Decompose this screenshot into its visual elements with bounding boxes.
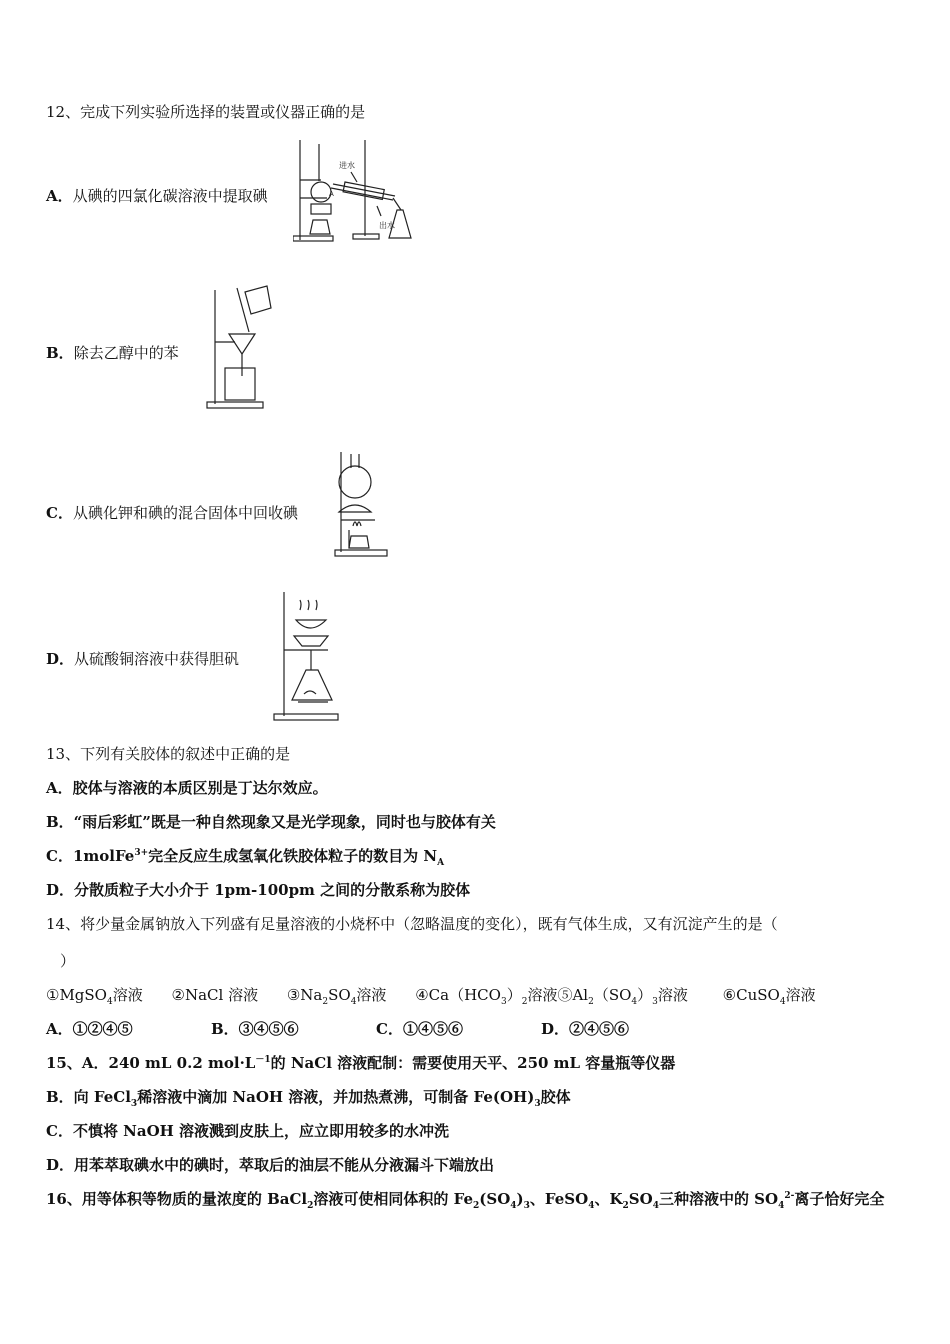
substance-1: ①MgSO$_4$溶液 <box>46 986 143 1007</box>
q15-option-d[interactable]: D．用苯萃取碘水中的碘时，萃取后的油层不能从分液漏斗下端放出 <box>46 1156 495 1174</box>
q16-stem: 16、用等体积等物质的量浓度的 BaCl$_2$溶液可使相同体积的 $Fe_2(SO_4)_3$、FeSO$_4$、$K_2SO_4$三种溶液中的 $SO_4^{2-}$离子恰好完全 <box>46 1190 885 1211</box>
q14-choice-a[interactable]: A．①②④⑤ <box>46 1020 133 1038</box>
q14-choice-d[interactable]: D．②④⑤⑥ <box>541 1020 630 1038</box>
q15-b-sub2: 3 <box>534 1099 541 1109</box>
q15-option-b[interactable] <box>46 1087 571 1107</box>
q15-a-sup: －1 <box>255 1055 271 1065</box>
water-in-label: 进水 <box>339 161 355 170</box>
q13-c-sup: 3+ <box>134 848 149 858</box>
q15-b-text: B．向 FeCl <box>46 1088 131 1106</box>
q13-stem: 13、下列有关胶体的叙述中正确的是 <box>46 745 291 763</box>
q14-stem-end: ） <box>60 952 76 970</box>
option-label: A． <box>46 187 73 205</box>
q12-option-d[interactable] <box>46 649 239 669</box>
option-label: D． <box>46 650 75 668</box>
filtration-apparatus-image <box>205 272 275 412</box>
option-text: 除去乙醇中的苯 <box>73 344 179 362</box>
q15-b-end: 胶体 <box>540 1088 571 1106</box>
q12-stem: 12、完成下列实验所选择的装置或仪器正确的是 <box>46 103 366 121</box>
substance-4-5: $④Ca(HCO_3)_2$溶液$⑤Al_2(SO_4)_3$溶液 <box>415 986 688 1007</box>
option-text: 从碘化钾和碘的混合固体中回收碘 <box>72 504 298 522</box>
q14-substances <box>46 985 816 1005</box>
point-a-label: A <box>329 190 334 198</box>
q15-a-end: 的 NaCl 溶液配制：需要使用天平、250 mL 容量瓶等仪器 <box>270 1054 676 1072</box>
option-label: C． <box>46 504 73 522</box>
option-text: 从硫酸铜溶液中获得胆矾 <box>74 650 240 668</box>
substance-6: ⑥CuSO$_4$溶液 <box>722 986 816 1007</box>
q13-c-text: C．1molFe <box>46 847 135 865</box>
q15-option-c[interactable]: C．不慎将 NaOH 溶液溅到皮肤上，应立即用较多的水冲洗 <box>46 1122 450 1140</box>
distillation-apparatus-image <box>293 136 418 246</box>
q12-option-a[interactable] <box>46 186 268 206</box>
sublimation-apparatus-image <box>333 450 388 558</box>
q13-c-sub: A <box>437 858 445 868</box>
option-label: B． <box>46 344 74 362</box>
option-text: 从碘的四氯化碳溶液中提取碘 <box>72 187 268 205</box>
q15-a-text: 15、A．240 mL 0.2 mol·L <box>46 1054 256 1072</box>
evaporation-apparatus-image <box>270 590 340 722</box>
q13-option-a[interactable]: A．胶体与溶液的本质区别是丁达尔效应。 <box>46 779 328 797</box>
q14-choices <box>46 1019 629 1039</box>
q13-c-mid: 完全反应生成氢氧化铁胶体粒子的数目为 N <box>148 847 438 865</box>
q12-option-c[interactable] <box>46 503 298 523</box>
q13-option-c[interactable] <box>46 846 444 866</box>
q15-b-sub: 3 <box>130 1099 138 1109</box>
q13-option-b[interactable]: B．“雨后彩虹”既是一种自然现象又是光学现象，同时也与胶体有关 <box>46 813 496 831</box>
q15-b-mid: 稀溶液中滴加 NaOH 溶液，并加热煮沸，可制备 Fe(OH) <box>137 1088 535 1106</box>
substance-3: $③Na_2SO_4$溶液 <box>286 986 387 1007</box>
q12-option-b[interactable] <box>46 343 179 363</box>
water-out-label: 出水 <box>379 221 395 230</box>
q13-option-d[interactable]: D．分散质粒子大小介于 1pm-100pm 之间的分散系称为胶体 <box>46 881 471 899</box>
q14-choice-c[interactable]: C．①④⑤⑥ <box>376 1020 463 1038</box>
q14-stem: 14、将少量金属钠放入下列盛有足量溶液的小烧杯中（忽略温度的变化），既有气体生成，又有沉淀产生的是（ <box>46 915 778 933</box>
substance-2: ②NaCl 溶液 <box>171 986 259 1004</box>
q14-choice-b[interactable]: B．③④⑤⑥ <box>211 1020 299 1038</box>
q15-option-a[interactable] <box>46 1053 675 1073</box>
